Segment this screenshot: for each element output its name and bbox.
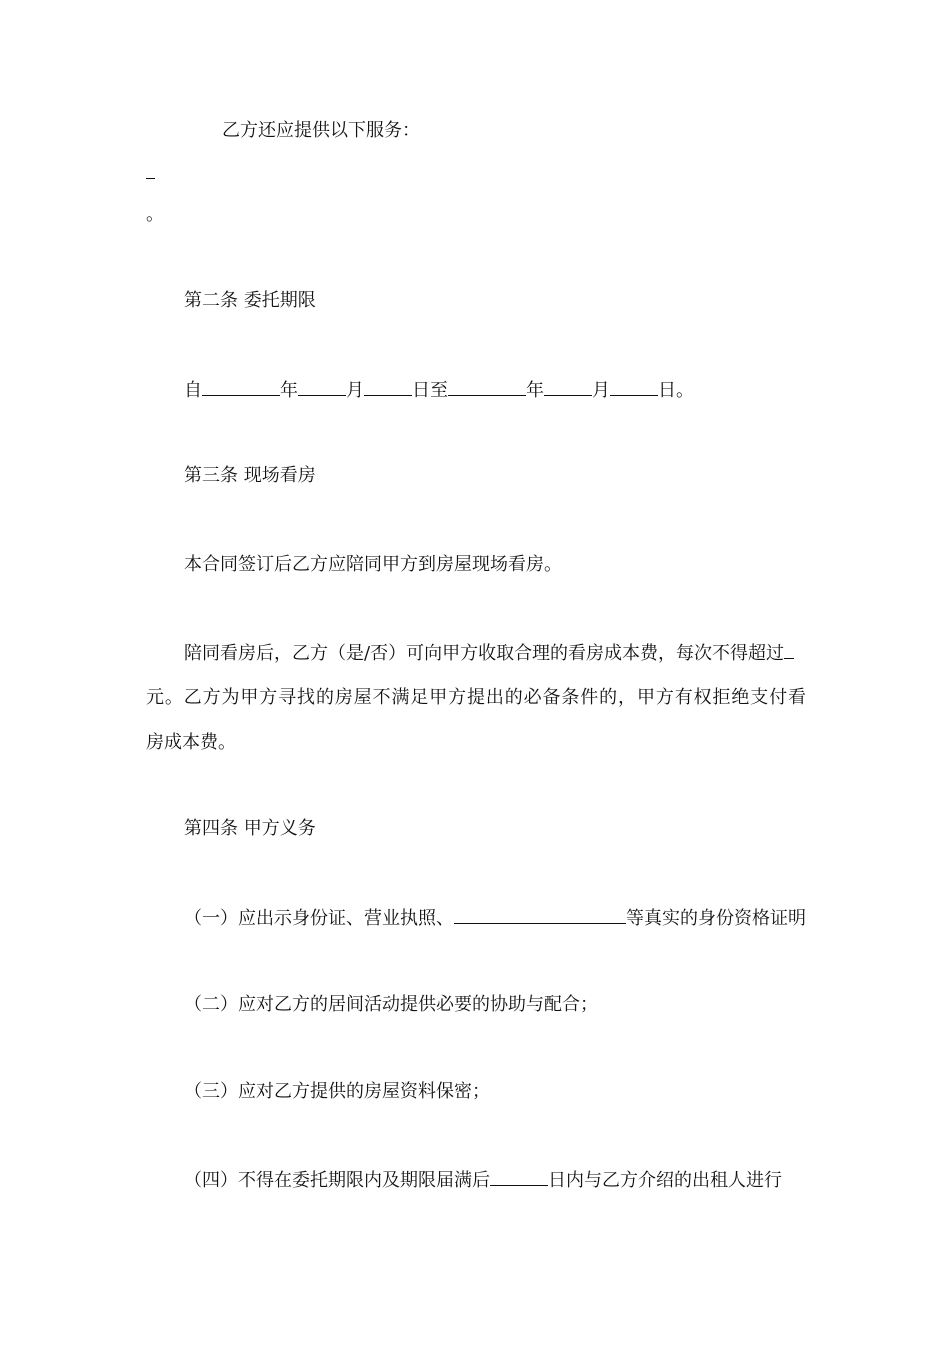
article-3-paragraph-2-line-3: 房成本费。 (146, 732, 236, 753)
start-year-blank (202, 377, 280, 396)
start-day-blank (364, 377, 412, 396)
obligation-item-2: （二）应对乙方的居间活动提供必要的协助与配合； (184, 994, 598, 1015)
days-blank (490, 1167, 548, 1186)
services-blank (146, 160, 155, 186)
document-blank (454, 905, 626, 924)
end-year-blank (448, 377, 526, 396)
article-3-paragraph-1: 本合同签订后乙方应陪同甲方到房屋现场看房。 (184, 554, 562, 575)
fee-blank (784, 640, 794, 659)
obligation-item-4: （四）不得在委托期限内及期限届满后 日内与乙方介绍的出租人进行 (184, 1167, 782, 1193)
end-day-blank (610, 377, 658, 396)
article-3-paragraph-2-line-1: 陪同看房后，乙方（是/否）可向甲方收取合理的看房成本费，每次不得超过 (184, 640, 806, 666)
end-month-blank (544, 377, 592, 396)
obligation-item-1: （一）应出示身份证、营业执照、 等真实的身份资格证明 (184, 905, 806, 931)
article-3-title: 第三条 现场看房 (184, 465, 316, 486)
article-4-title: 第四条 甲方义务 (184, 818, 316, 839)
article-3-paragraph-2-line-2: 元。乙方为甲方寻找的房屋不满足甲方提出的必备条件的，甲方有权拒绝支付看 (146, 687, 806, 708)
obligation-item-3: （三）应对乙方提供的房屋资料保密； (184, 1081, 490, 1102)
article-2-title: 第二条 委托期限 (184, 290, 316, 311)
services-intro: 乙方还应提供以下服务： (222, 120, 420, 141)
entrust-period-line: 自 年 月 日至 年 月 日。 (184, 377, 694, 403)
services-period: 。 (146, 204, 164, 225)
start-month-blank (298, 377, 346, 396)
